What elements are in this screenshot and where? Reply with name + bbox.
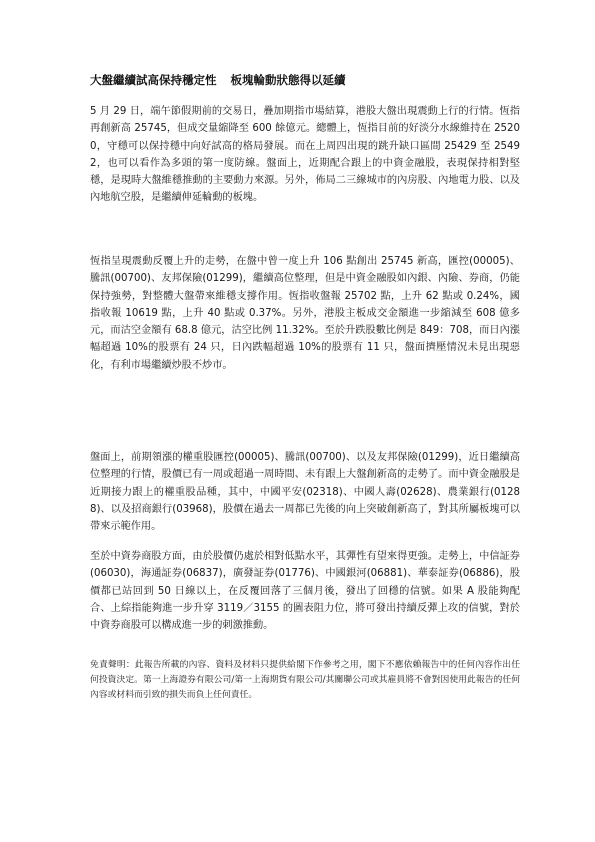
paragraph-4: 至於中資券商股方面，由於股價仍處於相對低點水平，其彈性有望來得更強。走勢上，中信証券(06030)，海通証券(06837)，廣發証券(01776)、中國銀河(06881)、華泰証券(06886)，股價都已站回到 50 日線以上，在反覆回落了三個月後，發出了回穩的信號。如果 A 股能夠配合、上綜指能夠進一步升穿 3119／3155 的圖表阻力位，將可發出持續反彈上攻的信號，對於中資券商股可以構成進一步的刺激推動。 [90, 551, 520, 632]
title-left: 大盤繼續試高保持穩定性 [90, 73, 217, 87]
document-title [90, 72, 520, 88]
paragraph-2: 恆指呈現震動反覆上升的走勢，在盤中曾一度上升 106 點創出 25745 新高，匯控(00005)、騰訊(00700)、友邦保險(01299)，繼續高位整理，但是中資金融股如內銀、內險、券商，仍能保持強勢，對整體大盤帶來維穩支撐作用。恆指收盤報 25702 點，上升 62 點或 0.24%，國指收報 10619 點，上升 40 點或 0.37%。另外，港股主板成交金額進一步縮減至 608 億多元，而沽空金額有 68.8 億元，沽空比例 11.32%。至於升跌股數比例是 849：708，而日內漲幅超過 10%的股票有 24 只，日內跌幅超過 10%的股票有 11 只，盤面擠壓情況未見出現惡化，有利市場繼續炒股不炒市。 [90, 256, 520, 371]
paragraph-1: 5 月 29 日，端午節假期前的交易日，疊加期指市場結算，港股大盤出現震動上行的行情。恆指再創新高 25745，但成交量縮降至 600 餘億元。總體上，恆指目前的好淡分水線維持在 25200，守穩可以保持穩中向好試高的格局發展。而在上周四出現的跳升缺口區間 25429 至 25492，也可以看作為多頭的第一度防線。盤面上，近期配合跟上的中資金融股，表現保持相對堅穩，是現時大盤維穩推動的主要動力來源。另外，佈局二三線城市的內房股、內地電力股、以及內地航空股，是繼續伸延輪動的板塊。 [90, 106, 520, 204]
title-right: 板塊輪動狀態得以延續 [230, 73, 346, 87]
paragraph-3: 盤面上，前期領漲的權重股匯控(00005)、騰訊(00700)、以及友邦保險(01299)，近日繼續高位整理的行情，股價已有一周或超過一周時間、未有跟上大盤創新高的走勢了。而中資金融股是近期接力跟上的權重股品種，其中，中國平安(02318)、中國人壽(02628)、農業銀行(01288)、以及招商銀行(03968)，股價在過去一周都已先後的向上突破創新高了，對其所屬板塊可以帶來示範作用。 [90, 452, 520, 533]
disclaimer: 免責聲明：此報告所載的內容、資料及材料只提供給閣下作參考之用，閣下不應依賴報告中的任何內容作出任何投資決定。第一上海證券有限公司/第一上海期貨有限公司/其關聯公司或其雇員將不會對因使用此報告的任何內容或材料而引致的損失而負上任何責任。 [90, 660, 520, 700]
